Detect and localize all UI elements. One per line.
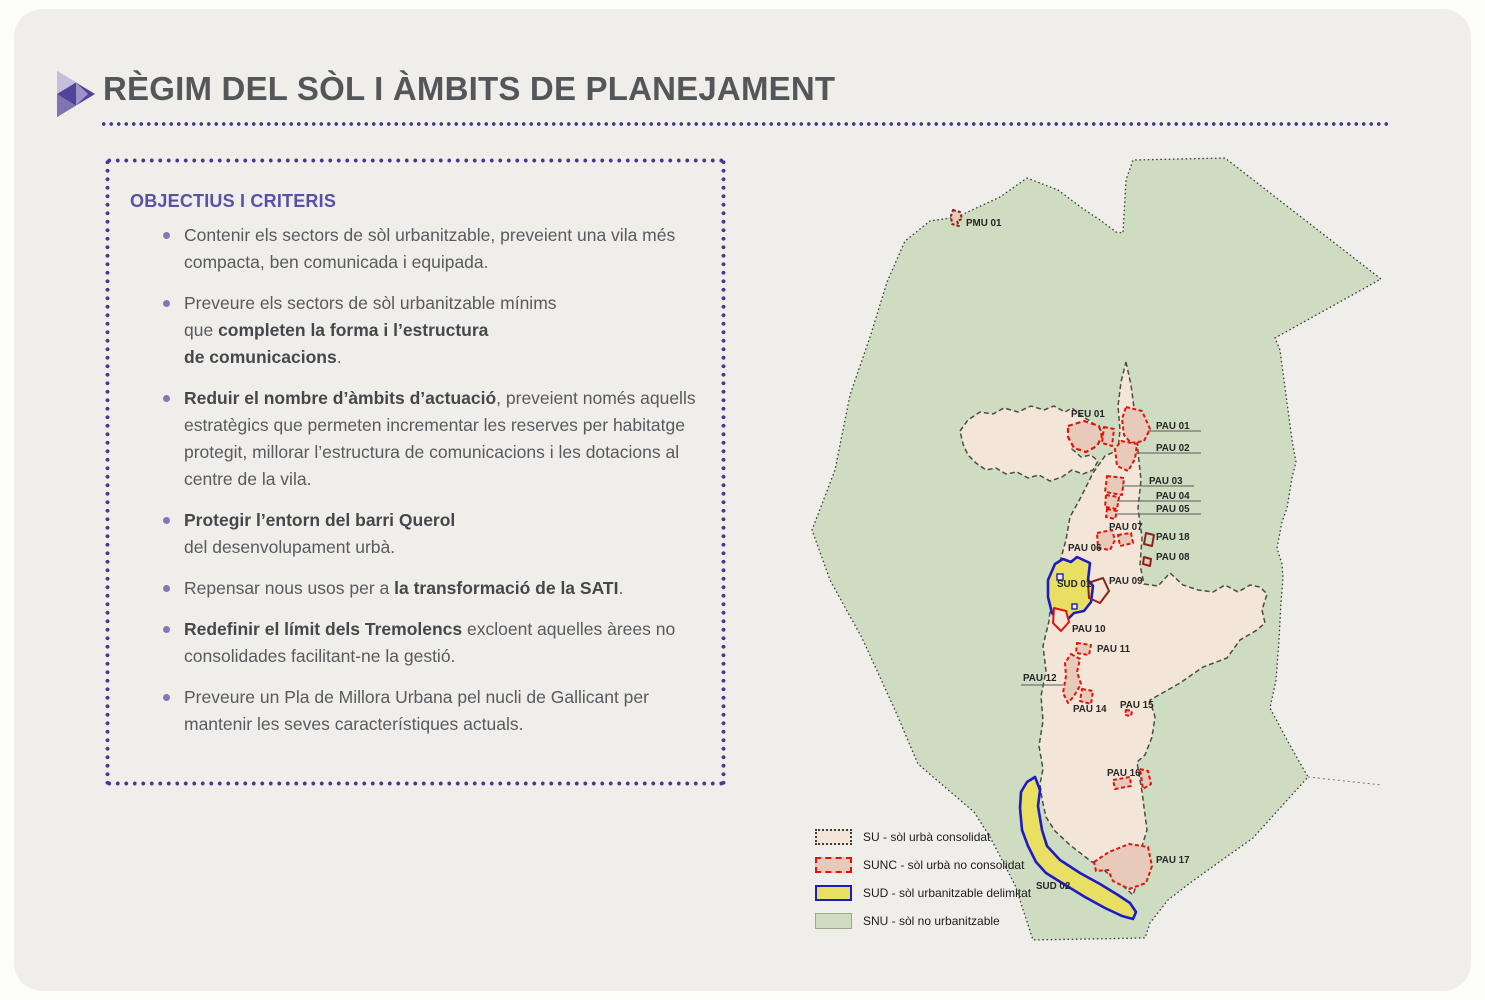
pau-14-area bbox=[1080, 689, 1093, 704]
legend-swatch-snu bbox=[815, 913, 852, 929]
map-label-pau-11: PAU 11 bbox=[1097, 644, 1131, 655]
map-label-pau-14: PAU 14 bbox=[1073, 704, 1107, 715]
page-title: RÈGIM DEL SÒL I ÀMBITS DE PLANEJAMENT bbox=[103, 70, 836, 107]
map-label-pau-10: PAU 10 bbox=[1072, 624, 1106, 635]
pau-03-area bbox=[1105, 476, 1124, 495]
legend-label-sunc: SUNC - sòl urbà no consolidat bbox=[863, 857, 1025, 872]
map-label-peu-01: PEU 01 bbox=[1071, 409, 1105, 420]
legend-label-sud: SUD - sòl urbanitzable delimitat bbox=[863, 885, 1032, 900]
map-label-pau-16: PAU 16 bbox=[1107, 768, 1141, 779]
map-label-pau-02: PAU 02 bbox=[1156, 443, 1190, 454]
map-label-pmu-01: PMU 01 bbox=[966, 218, 1002, 229]
objective-item: Preveure un Pla de Millora Urbana pel nucli de Gallicant per mantenir les seves característiques actuals. bbox=[157, 684, 697, 738]
map-label-pau-05: PAU 05 bbox=[1156, 504, 1190, 515]
objective-item: Protegir l’entorn del barri Querol del desenvolupament urbà. bbox=[157, 507, 697, 561]
map-label-pau-12: PAU 12 bbox=[1023, 673, 1057, 684]
legend-label-snu: SNU - sòl no urbanitzable bbox=[863, 913, 1000, 928]
map-label-pau-01: PAU 01 bbox=[1156, 421, 1190, 432]
legend-swatch-sunc bbox=[815, 857, 852, 873]
sud-01-hole bbox=[1072, 604, 1077, 609]
map-label-pau-06: PAU 06 bbox=[1068, 543, 1102, 554]
pau-08-area bbox=[1143, 557, 1151, 566]
map-label-sud-01: SUD 01 bbox=[1057, 579, 1092, 590]
legend-row-snu bbox=[815, 912, 1031, 929]
legend-row-sunc bbox=[815, 856, 1031, 873]
pau-11-area bbox=[1076, 643, 1091, 655]
map-label-pau-17: PAU 17 bbox=[1156, 855, 1190, 866]
map-label-pau-07: PAU 07 bbox=[1109, 522, 1143, 533]
municipality-boundary-line bbox=[1308, 777, 1382, 785]
map-label-pau-09: PAU 09 bbox=[1109, 576, 1143, 587]
legend-swatch-su bbox=[815, 829, 852, 845]
legend-row-sud bbox=[815, 884, 1031, 901]
legend-label-su: SU - sòl urbà consolidat bbox=[863, 829, 991, 844]
map-label-pau-18: PAU 18 bbox=[1156, 532, 1190, 543]
title-arrow-icon bbox=[55, 71, 99, 119]
map-label-pau-04: PAU 04 bbox=[1156, 491, 1190, 502]
objectives-list bbox=[157, 222, 697, 752]
objective-item: Contenir els sectors de sòl urbanitzable, preveient una vila més compacta, ben comunicada i equipada. bbox=[157, 222, 697, 276]
map-label-pau-03: PAU 03 bbox=[1149, 476, 1183, 487]
pau-04-area bbox=[1105, 495, 1119, 509]
objectives-heading: OBJECTIUS I CRITERIS bbox=[130, 191, 337, 211]
objective-item: Repensar nous usos per a la transformació de la SATI. bbox=[157, 575, 697, 602]
title-separator bbox=[100, 121, 1388, 127]
legend-swatch-sud bbox=[815, 885, 852, 901]
legend-row-su bbox=[815, 828, 1031, 845]
objective-item: Redefinir el límit dels Tremolencs excloent aquelles àrees no consolidades facilitant-ne la gestió. bbox=[157, 616, 697, 670]
map-label-pau-15: PAU 15 bbox=[1120, 700, 1154, 711]
objective-item: Reduir el nombre d’àmbits d’actuació, preveient només aquells estratègics que permeten incrementar les reserves per habitatge protegit, millorar l’estructura de comunicacions i les dotacions al centre de la vila. bbox=[157, 385, 697, 493]
map-label-sud-02: SUD 02 bbox=[1036, 881, 1071, 892]
objective-item: Preveure els sectors de sòl urbanitzable mínims que completen la forma i l’estructura de comunicacions. bbox=[157, 290, 697, 371]
objectives-box bbox=[105, 158, 726, 786]
sunc-north-bit bbox=[1102, 427, 1114, 446]
map-legend bbox=[815, 828, 1031, 929]
map-label-pau-08: PAU 08 bbox=[1156, 552, 1190, 563]
